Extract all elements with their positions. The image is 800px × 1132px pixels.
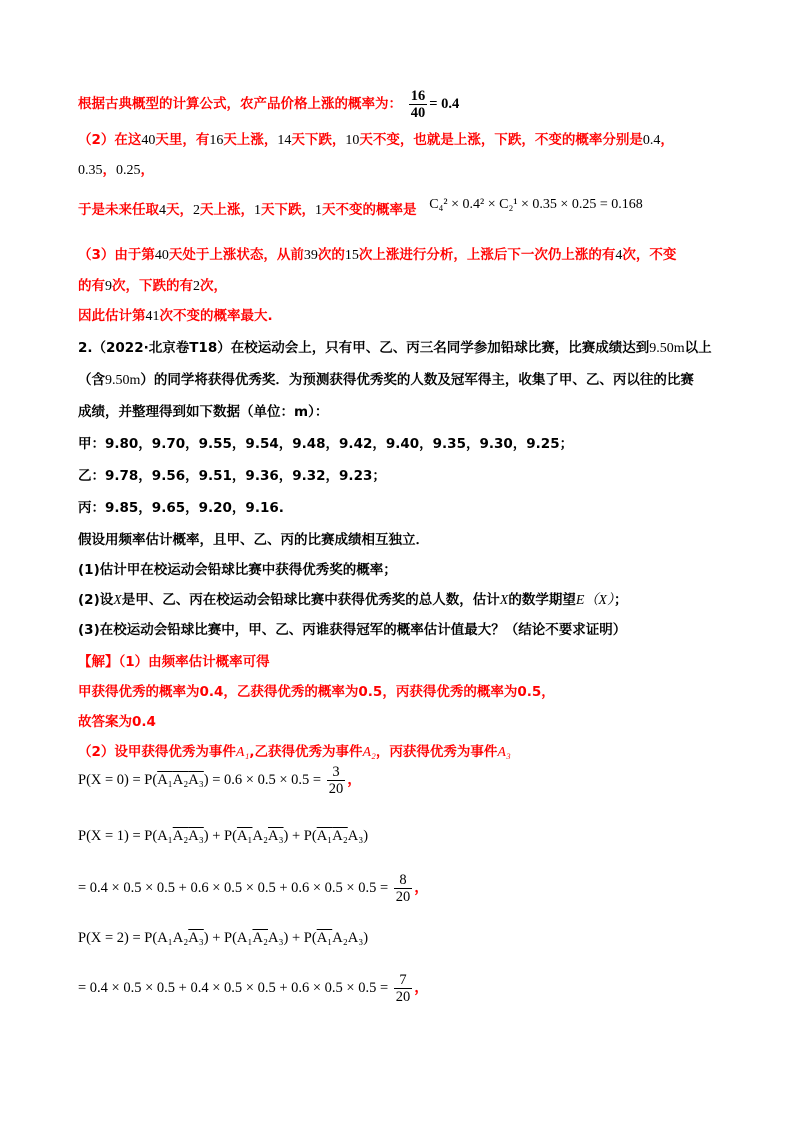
text: 以上 [684, 340, 712, 356]
text: 根据古典概型的计算公式，农产品价格上涨的概率为： [78, 95, 402, 112]
number: 4 [615, 248, 623, 263]
number: 40 [154, 248, 169, 263]
equation-x2-line2 [78, 972, 429, 1005]
number: 40 [141, 133, 156, 148]
number: 9 [105, 279, 112, 294]
number: 2 [193, 203, 200, 218]
text: （3）由于第 [78, 247, 155, 263]
text: （1）由频率估计概率可得 [118, 654, 270, 670]
denominator: 20 [395, 889, 411, 905]
numerator: 16 [410, 88, 426, 104]
text: 天不变的概率是 [322, 202, 417, 218]
question-3: (3)在校运动会铅球比赛中，甲、乙、丙谁获得冠军的概率估计值最大？（结论不要求证明） [78, 622, 627, 638]
combination-formula: C₄² × 0.4² × C₂¹ × 0.35 × 0.25 = 0.168 [429, 197, 643, 212]
text: 因此估计第 [78, 308, 146, 324]
number: 10 [345, 133, 360, 148]
number: 39 [303, 248, 318, 263]
number: 2 [193, 279, 200, 294]
text: 次， [200, 278, 227, 294]
text: 天下跌， [261, 202, 315, 218]
expr: = 0.4 × 0.5 × 0.5 + 0.4 × 0.5 × 0.5 + 0.6 × 0.5 × 0.5 = [78, 979, 389, 996]
variable: X [113, 593, 122, 608]
text: 天不变，也就是上涨，下跌，不变的概率分别是 [359, 132, 643, 148]
number: 0.25 [116, 163, 141, 178]
term: A₂A₃) [332, 930, 369, 946]
text: ， [102, 162, 116, 178]
denominator: 20 [395, 989, 411, 1005]
variable: X [499, 593, 509, 608]
number: 14 [277, 133, 292, 148]
text: ）的同学将获得优秀奖．为预测获得优秀奖的人数及冠军得主，收集了甲、乙、丙以往的比赛 [140, 372, 694, 388]
event: A₃ [497, 745, 511, 760]
tag: 【解】 [78, 654, 119, 670]
expr: = 0.4 × 0.5 × 0.5 + 0.6 × 0.5 × 0.5 + 0.6 × 0.5 × 0.5 = [78, 879, 389, 896]
expr: ) + P(A₁ [203, 930, 253, 946]
solution-line-2 [78, 130, 740, 151]
text: 于是未来任取 [78, 202, 159, 218]
expr: A₃) + P( [268, 930, 317, 946]
text: 次上涨进行分析，上涨后下一次仍上涨的有 [358, 247, 616, 263]
term: A₂ [252, 828, 268, 844]
text: 的数学期望 [508, 592, 576, 608]
data-jia: 甲：9.80，9.70，9.55，9.54，9.48，9.42，9.40，9.35，9.30，9.25； [78, 436, 574, 452]
number: 16 [209, 133, 224, 148]
text: 是甲、乙、丙在校运动会铅球比赛中获得优秀奖的总人数，估计 [121, 592, 500, 608]
problem-line-1 [78, 338, 740, 359]
value: 9.50m [105, 373, 141, 388]
text: 天上涨， [223, 132, 278, 148]
expr: ) + P( [283, 828, 317, 844]
text: 天里，有 [155, 132, 210, 148]
comma: ， [347, 771, 362, 788]
numerator: 3 [332, 764, 340, 780]
bar-term: A₁ [157, 771, 173, 788]
text: ，丙获得优秀为事件 [375, 744, 498, 760]
text: （含 [78, 372, 105, 388]
text: 2.（2022·北京卷T18）在校运动会上，只有甲、乙、丙三名同学参加铅球比赛，比赛成绩达到 [78, 340, 650, 356]
solution-line-7 [78, 306, 740, 327]
comma: ， [414, 879, 429, 896]
bar-term: A₃ [188, 828, 204, 844]
equation-x2-line1 [78, 930, 368, 947]
lhs: P(X = 2) = P(A₁A₂ [78, 930, 189, 946]
text: （2）在这 [78, 132, 142, 148]
comma: ， [414, 979, 429, 996]
data-yi: 乙：9.78，9.56，9.51，9.36，9.32，9.23； [78, 468, 386, 484]
text: 天处于上涨状态，从前 [168, 247, 304, 263]
problem-line-3: 成绩，并整理得到如下数据（单位：m）： [78, 404, 329, 420]
solution-answer-1: 故答案为0.4 [78, 714, 156, 730]
term: A₃) [347, 828, 369, 844]
bar-term: A₁ [236, 828, 253, 844]
denominator: 40 [410, 105, 426, 121]
event: A₂ [362, 745, 376, 760]
bar-term: A₂ [332, 828, 348, 844]
solution-line-6 [78, 276, 740, 297]
equals-value: = 0.4 [429, 95, 460, 112]
bar-term: A₂ [252, 930, 268, 946]
solution-line-4 [78, 197, 740, 221]
expr: ) = 0.6 × 0.5 × 0.5 = [203, 771, 322, 788]
equation-x1-line2 [78, 872, 429, 905]
lhs: P(X = 0) = P( [78, 771, 158, 788]
bar-term: A₃ [188, 930, 204, 946]
data-bing: 丙：9.85，9.65，9.20，9.16. [78, 500, 284, 516]
text: 天下跌， [291, 132, 346, 148]
assumption: 假设用频率估计概率，且甲、乙、丙的比赛成绩相互独立． [78, 532, 429, 548]
text: 次，不变 [622, 247, 677, 263]
expectation: E（X） [575, 593, 614, 608]
text: ， [140, 162, 154, 178]
numerator: 8 [399, 872, 407, 888]
number: 15 [344, 248, 359, 263]
text: (2)设 [78, 592, 114, 608]
bar-term: A₁ [316, 828, 333, 844]
bar-term: A₃ [188, 771, 204, 788]
text: ,乙获得优秀为事件 [249, 744, 363, 760]
bar-term: A₂ [172, 828, 189, 844]
question-2 [78, 590, 740, 611]
solution-line-1 [78, 88, 740, 121]
text: ， [660, 132, 674, 148]
text: 次的 [317, 247, 345, 263]
number: 1 [315, 203, 322, 218]
text: （2）设甲获得优秀为事件 [78, 744, 236, 760]
solution-probabilities: 甲获得优秀的概率为0.4，乙获得优秀的概率为0.5，丙获得优秀的概率为0.5， [78, 684, 555, 700]
number: 1 [254, 203, 261, 218]
number: 41 [145, 309, 160, 324]
solution-intro [78, 652, 740, 672]
solution-line-3 [78, 160, 740, 181]
equation-x1-line1 [78, 828, 368, 845]
text: 次，下跌的有 [112, 278, 193, 294]
problem-line-2 [78, 370, 740, 391]
text: 天上涨， [200, 202, 254, 218]
numerator: 7 [399, 972, 407, 988]
expr: ) + P( [203, 828, 237, 844]
bar-term: A₃ [268, 828, 284, 844]
text: ； [613, 592, 628, 608]
number: 4 [159, 203, 166, 218]
number: 0.4 [642, 133, 661, 148]
number: 0.35 [78, 163, 103, 178]
lhs: P(X = 1) = P(A₁ [78, 828, 173, 844]
denominator: 20 [328, 781, 344, 797]
solution-events [78, 742, 740, 763]
text: 次不变的概率最大. [159, 308, 273, 324]
solution-line-5 [78, 245, 740, 266]
bar-term: A₂ [172, 771, 189, 788]
equation-x0 [78, 764, 362, 797]
text: 的有 [78, 278, 105, 294]
event: A₁ [235, 745, 250, 760]
value: 9.50m [649, 341, 685, 356]
bar-term: A₁ [316, 930, 333, 946]
text: 天， [166, 202, 193, 218]
question-1: (1)估计甲在校运动会铅球比赛中获得优秀奖的概率； [78, 562, 397, 578]
fraction-16-40 [407, 88, 460, 121]
